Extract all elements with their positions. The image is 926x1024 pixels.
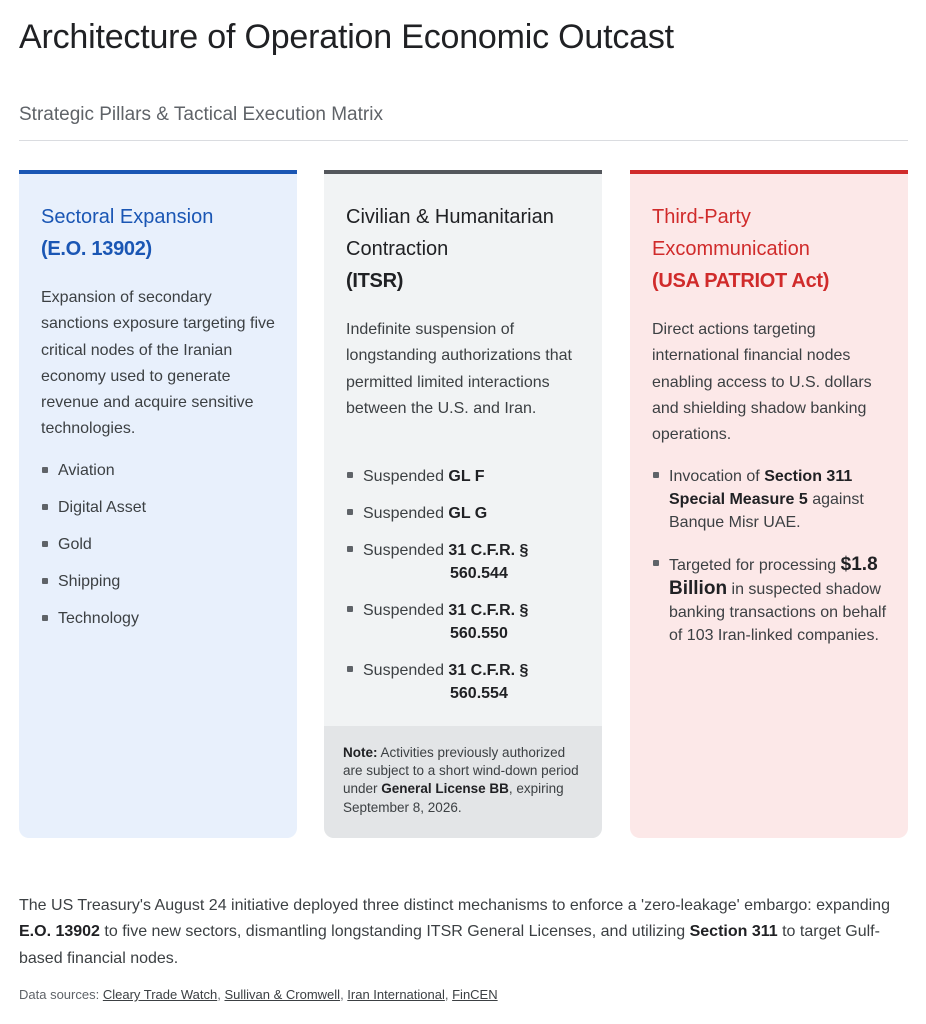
list-item bbox=[346, 465, 584, 502]
list-item bbox=[41, 497, 279, 534]
regulation-number: 560.554 bbox=[450, 685, 508, 702]
pillar-card-sectoral-expansion bbox=[19, 170, 297, 838]
pillar-authority: (USA PATRIOT Act) bbox=[652, 270, 830, 292]
pillar-title: Third-Party Excommunication bbox=[652, 206, 810, 260]
note-expiry: , expiring September 8, 2026. bbox=[343, 781, 564, 815]
regulation-ref: 31 C.F.R. § bbox=[448, 542, 529, 559]
item-prefix: Suspended bbox=[363, 542, 444, 559]
license-ref: GL G bbox=[448, 505, 488, 522]
bullet-icon bbox=[347, 666, 353, 672]
pillar-authority: (E.O. 13902) bbox=[41, 238, 152, 260]
item-prefix: Suspended bbox=[363, 602, 444, 619]
sector-label: Aviation bbox=[58, 462, 115, 479]
data-sources: Data sources: Cleary Trade Watch, Sullivan & Cromwell, Iran International, FinCEN bbox=[19, 987, 498, 1002]
item-text: Targeted for processing bbox=[669, 557, 837, 574]
bullet-icon bbox=[42, 504, 48, 510]
note-license: General License BB bbox=[381, 781, 509, 797]
page-subtitle: Strategic Pillars & Tactical Execution Matrix bbox=[19, 104, 383, 125]
regulation-number: 560.544 bbox=[450, 565, 508, 582]
bullet-icon bbox=[347, 606, 353, 612]
regulation-ref: 31 C.F.R. § bbox=[448, 602, 529, 619]
source-link-cleary[interactable]: Cleary Trade Watch bbox=[102, 987, 218, 1002]
summary-text: to five new sectors, dismantling longstanding ITSR General Licenses, and utilizing bbox=[104, 923, 686, 941]
bullet-icon bbox=[42, 615, 48, 621]
item-prefix: Suspended bbox=[363, 505, 444, 522]
summary-highlight: Section 311 bbox=[689, 923, 778, 941]
pillar-description: Expansion of secondary sanctions exposure targeting five critical nodes of the Iranian economy used to generate revenue and acquire sensitive technologies. bbox=[41, 289, 275, 438]
pillar-title: Civilian & Humanitarian Contraction bbox=[346, 206, 554, 260]
source-link-iran-international[interactable]: Iran International bbox=[347, 987, 445, 1002]
source-link-sullivan[interactable]: Sullivan & Cromwell bbox=[224, 987, 341, 1002]
measure-ref: Section 311 Special Measure 5 bbox=[669, 468, 853, 508]
suspension-list bbox=[346, 465, 584, 719]
summary-highlight: E.O. 13902 bbox=[19, 923, 100, 941]
list-item bbox=[346, 599, 584, 659]
sector-label: Digital Asset bbox=[58, 499, 147, 516]
bullet-icon bbox=[347, 509, 353, 515]
note-text: Activities previously authorized are subject to a short wind-down period under bbox=[343, 745, 579, 797]
sector-label: Shipping bbox=[58, 573, 121, 590]
wind-down-note bbox=[324, 726, 602, 838]
page-title: Architecture of Operation Economic Outcast bbox=[19, 18, 674, 56]
regulation-ref: 31 C.F.R. § bbox=[448, 662, 529, 679]
bullet-icon bbox=[42, 578, 48, 584]
list-item bbox=[346, 659, 584, 719]
bullet-icon bbox=[347, 546, 353, 552]
amount-highlight: $1.8 Billion bbox=[669, 554, 878, 599]
pillar-card-civilian-contraction bbox=[324, 170, 602, 838]
list-item bbox=[652, 553, 890, 647]
pillar-description: Direct actions targeting international financial nodes enabling access to U.S. dollars and shielding shadow banking operations. bbox=[652, 321, 872, 444]
list-item bbox=[41, 571, 279, 608]
summary-text: The US Treasury's August 24 initiative deployed three distinct mechanisms to enforce a 'zero-leakage' embargo: expanding bbox=[19, 897, 890, 914]
title-divider bbox=[19, 140, 908, 141]
item-text: against Banque Misr UAE. bbox=[669, 491, 864, 531]
list-item bbox=[41, 534, 279, 571]
pillar-title: Sectoral Expansion bbox=[41, 206, 214, 228]
list-item bbox=[41, 460, 279, 497]
pillar-authority: (ITSR) bbox=[346, 270, 404, 292]
pillar-heading bbox=[346, 201, 584, 297]
list-item bbox=[652, 465, 890, 553]
list-item bbox=[346, 502, 584, 539]
sources-label: Data sources: bbox=[19, 987, 100, 1002]
bullet-icon bbox=[42, 467, 48, 473]
list-item bbox=[41, 608, 279, 645]
action-list bbox=[652, 465, 890, 647]
sector-list bbox=[41, 460, 279, 645]
note-label: Note: bbox=[343, 745, 378, 760]
item-prefix: Suspended bbox=[363, 468, 444, 485]
bullet-icon bbox=[347, 472, 353, 478]
item-prefix: Suspended bbox=[363, 662, 444, 679]
source-link-fincen[interactable]: FinCEN bbox=[452, 987, 498, 1002]
bullet-icon bbox=[653, 472, 659, 478]
pillar-heading bbox=[652, 201, 890, 297]
license-ref: GL F bbox=[448, 468, 485, 485]
list-item bbox=[346, 539, 584, 599]
pillar-heading bbox=[41, 201, 279, 265]
sector-label: Gold bbox=[58, 536, 92, 553]
summary-text: to target Gulf-based financial nodes. bbox=[19, 923, 880, 967]
item-text: in suspected shadow banking transactions on behalf of 103 Iran-linked companies. bbox=[669, 581, 887, 644]
pillar-description: Indefinite suspension of longstanding authorizations that permitted limited interactions between the U.S. and Iran. bbox=[346, 321, 572, 417]
regulation-number: 560.550 bbox=[450, 625, 508, 642]
item-text: Invocation of bbox=[669, 468, 760, 485]
bullet-icon bbox=[42, 541, 48, 547]
summary-paragraph bbox=[19, 893, 909, 972]
pillar-card-third-party bbox=[630, 170, 908, 838]
bullet-icon bbox=[653, 560, 659, 566]
sector-label: Technology bbox=[58, 610, 139, 627]
